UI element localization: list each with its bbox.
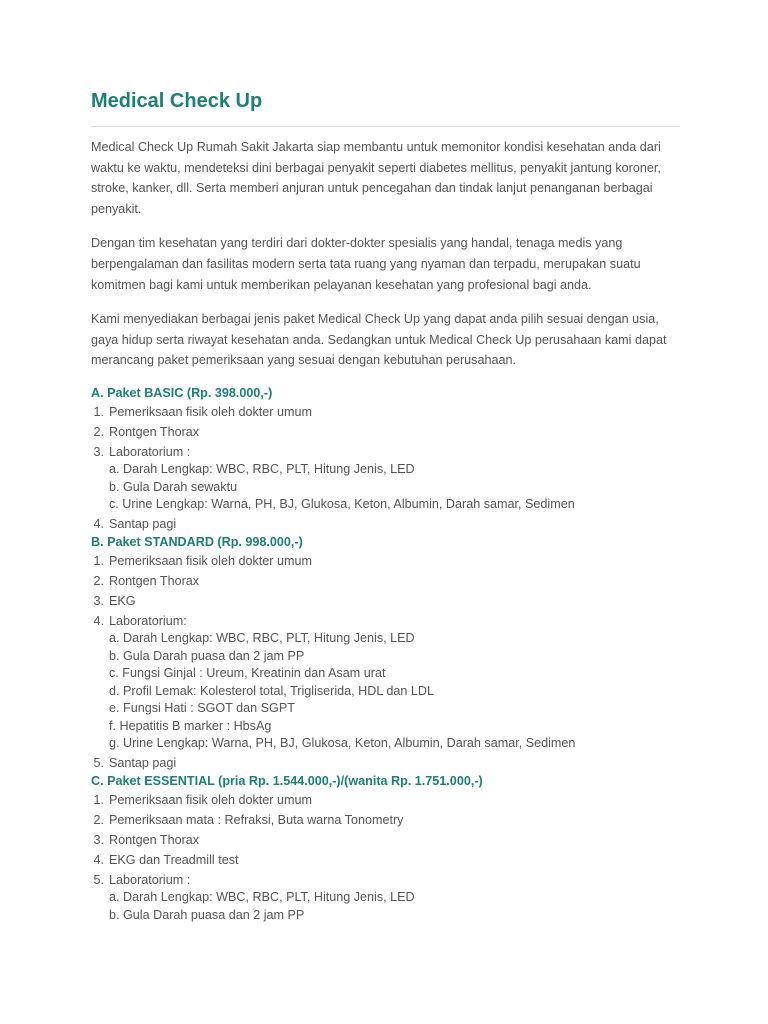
package-items	[91, 790, 681, 925]
list-item	[91, 571, 681, 591]
item-number: 3 .	[86, 444, 104, 462]
item-number: 4 .	[86, 514, 104, 534]
sub-item: g. Urine Lengkap: Warna, PH, BJ, Glukosa, Keton, Albumin, Darah samar, Sedimen	[109, 736, 576, 751]
list-item	[91, 551, 681, 571]
item-number: 3 .	[86, 830, 104, 850]
page-title: Medical Check Up	[91, 90, 263, 112]
list-item	[91, 442, 681, 514]
list-item	[91, 790, 681, 810]
item-text: Pemeriksaan fisik oleh dokter umum	[109, 792, 312, 807]
item-text: Santap pagi	[109, 755, 177, 770]
item-number: 4 .	[86, 613, 104, 631]
team-paragraph: Dengan tim kesehatan yang terdiri dari dokter-dokter spesialis yang handal, tenaga medis yang berpengalaman dan fasilitas modern serta tata ruang yang nyaman dan terpadu, merupakan suatu komitmen bagi kami untuk memberikan pelayanan kesehatan yang profesional bagi anda.	[91, 236, 641, 292]
sub-item: e. Fungsi Hati : SGOT dan SGPT	[109, 701, 295, 716]
intro-paragraph: Medical Check Up Rumah Sakit Jakarta siap membantu untuk memonitor kondisi kesehatan anda dari waktu ke waktu, mendeteksi dini berbagai penyakit seperti diabetes mellitus, penyakit jantung koroner, stroke, kanker, dll. Serta memberi anjuran untuk pencegahan dan tindak lanjut penanganan berbagai penyakit.	[91, 140, 661, 216]
list-item	[91, 810, 681, 830]
package-heading: B. Paket STANDARD (Rp. 998.000,-)	[91, 534, 303, 549]
item-number: 3 .	[86, 591, 104, 611]
list-item	[91, 402, 681, 422]
list-item	[91, 514, 681, 534]
item-number: 1 .	[86, 790, 104, 810]
list-item	[91, 422, 681, 442]
list-item	[91, 870, 681, 925]
package-heading: A. Paket BASIC (Rp. 398.000,-)	[91, 385, 273, 400]
item-number: 1 .	[86, 402, 104, 422]
sub-item: f. Hepatitis B marker : HbsAg	[109, 718, 272, 733]
sub-item: a. Darah Lengkap: WBC, RBC, PLT, Hitung Jenis, LED	[109, 462, 415, 477]
sub-item: b. Gula Darah sewaktu	[109, 479, 238, 494]
item-text: Rontgen Thorax	[109, 832, 200, 847]
package-standard	[91, 534, 681, 773]
sub-item: a. Darah Lengkap: WBC, RBC, PLT, Hitung Jenis, LED	[109, 631, 415, 646]
sub-list	[109, 889, 681, 924]
item-text: Pemeriksaan fisik oleh dokter umum	[109, 404, 312, 419]
sub-item: d. Profil Lemak: Kolesterol total, Trigliserida, HDL dan LDL	[109, 683, 435, 698]
sub-list	[109, 461, 681, 514]
list-item	[91, 830, 681, 850]
item-text: Laboratorium :	[109, 444, 191, 459]
item-number: 2 .	[86, 422, 104, 442]
item-text: EKG	[109, 593, 136, 608]
item-text: Pemeriksaan fisik oleh dokter umum	[109, 553, 312, 568]
item-text: Pemeriksaan mata : Refraksi, Buta warna Tonometry	[109, 812, 404, 827]
list-item	[91, 753, 681, 773]
item-text: Rontgen Thorax	[109, 573, 200, 588]
package-heading: C. Paket ESSENTIAL (pria Rp. 1.544.000,-)/(wanita Rp. 1.751.000,-)	[91, 773, 483, 788]
item-text: Rontgen Thorax	[109, 424, 200, 439]
item-text: Laboratorium:	[109, 613, 187, 628]
list-item	[91, 611, 681, 753]
item-number: 5 .	[86, 753, 104, 773]
sub-item: c. Urine Lengkap: Warna, PH, BJ, Glukosa, Keton, Albumin, Darah samar, Sedimen	[109, 497, 575, 512]
title-divider	[91, 126, 680, 127]
packages-paragraph: Kami menyediakan berbagai jenis paket Medical Check Up yang dapat anda pilih sesuai dengan usia, gaya hidup serta riwayat kesehatan anda. Sedangkan untuk Medical Check Up perusahaan kami dapat merancang paket pemeriksaan yang sesuai dengan kebutuhan perusahaan.	[91, 312, 667, 368]
item-number: 1 .	[86, 551, 104, 571]
package-items	[91, 551, 681, 773]
document-body	[91, 137, 681, 924]
item-text: Santap pagi	[109, 516, 177, 531]
package-items	[91, 402, 681, 534]
item-number: 2 .	[86, 571, 104, 591]
sub-list	[109, 630, 681, 753]
sub-item: c. Fungsi Ginjal : Ureum, Kreatinin dan Asam urat	[109, 666, 386, 681]
package-essential	[91, 773, 681, 925]
item-text: EKG dan Treadmill test	[109, 852, 239, 867]
item-text: Laboratorium :	[109, 872, 191, 887]
item-number: 2 .	[86, 810, 104, 830]
list-item	[91, 850, 681, 870]
sub-item: a. Darah Lengkap: WBC, RBC, PLT, Hitung Jenis, LED	[109, 890, 415, 905]
sub-item: b. Gula Darah puasa dan 2 jam PP	[109, 648, 305, 663]
item-number: 5 .	[86, 872, 104, 890]
list-item	[91, 591, 681, 611]
sub-item: b. Gula Darah puasa dan 2 jam PP	[109, 907, 305, 922]
item-number: 4 .	[86, 850, 104, 870]
package-basic	[91, 385, 681, 534]
